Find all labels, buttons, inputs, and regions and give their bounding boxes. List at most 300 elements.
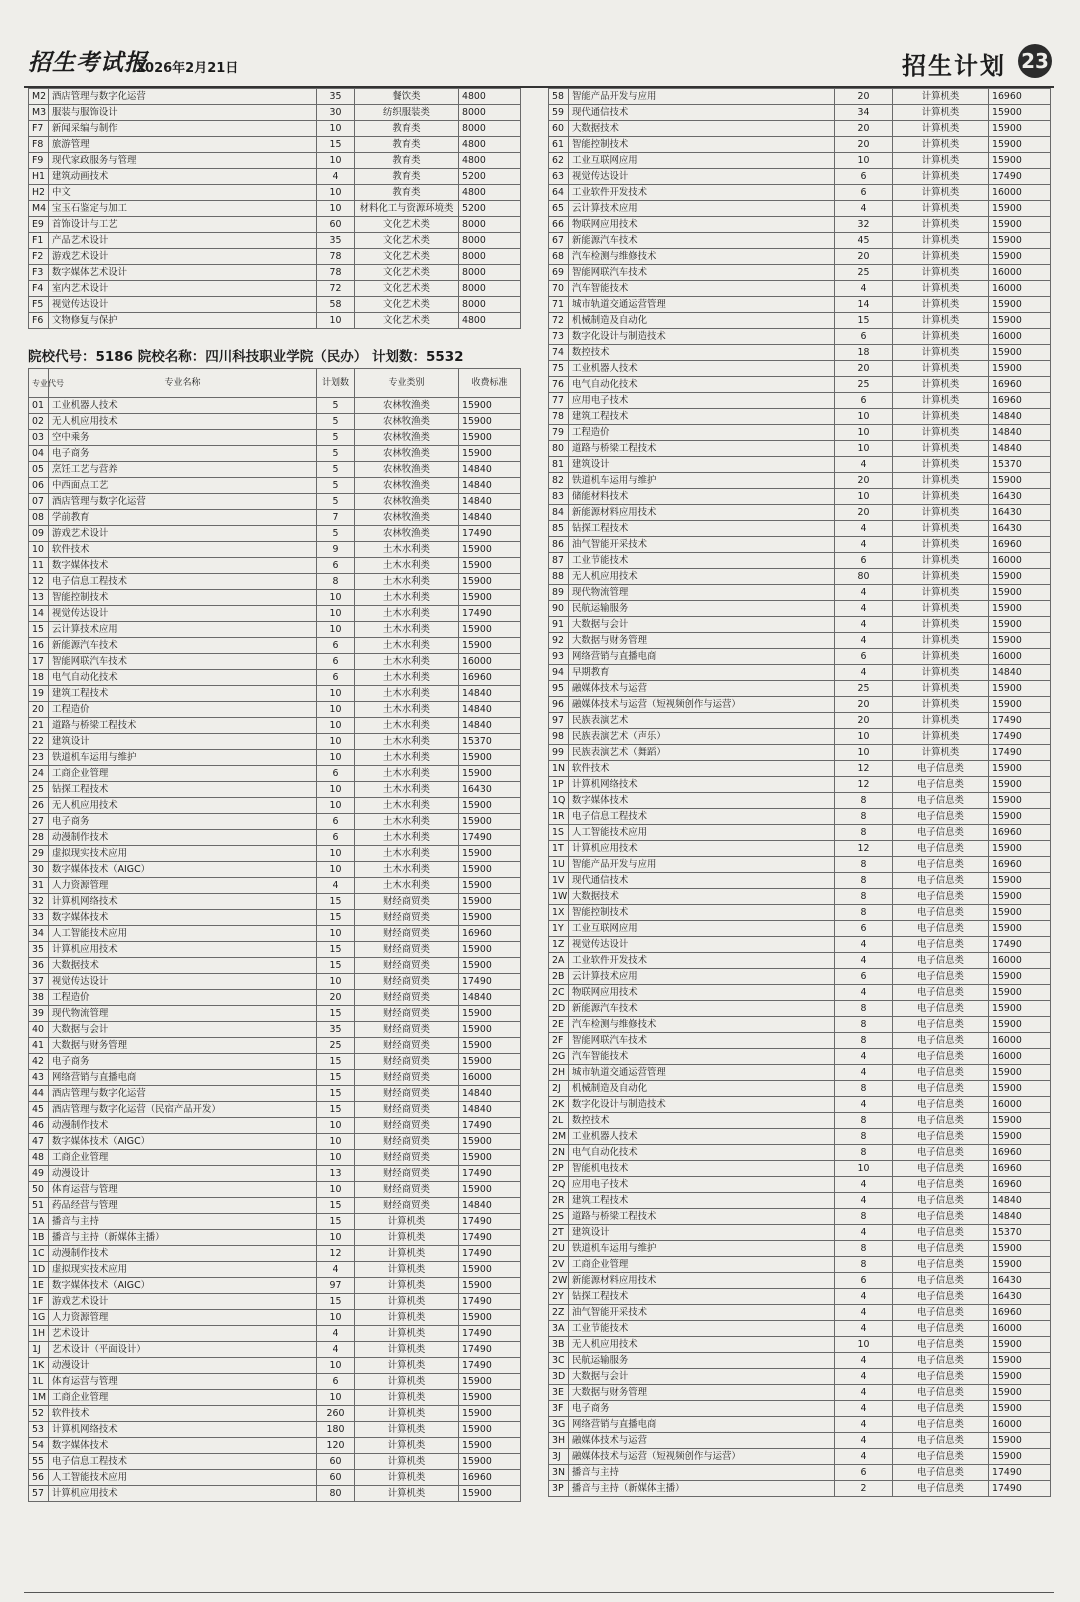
code-cell: 1A — [29, 1214, 49, 1230]
code-cell: 3A — [549, 1321, 569, 1337]
code-cell: 81 — [549, 457, 569, 473]
plan-count-cell: 4 — [835, 985, 893, 1001]
major-name-cell: 现代物流管理 — [49, 1006, 317, 1022]
category-cell: 电子信息类 — [893, 1449, 989, 1465]
category-cell: 计算机类 — [355, 1358, 459, 1374]
major-name-cell: 民族表演艺术 — [569, 713, 835, 729]
fee-cell: 14840 — [459, 1198, 521, 1214]
major-name-cell: 物联网应用技术 — [569, 217, 835, 233]
plan-count-cell: 8 — [835, 825, 893, 841]
column-header-fee: 收费标准 — [459, 369, 521, 398]
table-row — [549, 185, 1051, 201]
fee-cell: 15900 — [989, 873, 1051, 889]
plan-count-cell: 10 — [835, 745, 893, 761]
code-cell: 17 — [29, 654, 49, 670]
table-row — [29, 1358, 521, 1374]
fee-cell: 17490 — [459, 1326, 521, 1342]
code-cell: 21 — [29, 718, 49, 734]
plan-count-cell: 5 — [317, 462, 355, 478]
table-row — [29, 1390, 521, 1406]
table-row — [549, 537, 1051, 553]
plan-count-cell: 20 — [835, 361, 893, 377]
major-name-cell: 新能源汽车技术 — [49, 638, 317, 654]
code-cell: 3G — [549, 1417, 569, 1433]
code-cell: 1G — [29, 1310, 49, 1326]
code-cell: 61 — [549, 137, 569, 153]
major-name-cell: 电子信息工程技术 — [49, 1454, 317, 1470]
plan-count-cell: 10 — [317, 750, 355, 766]
fee-cell: 16000 — [989, 185, 1051, 201]
plan-count-cell: 4 — [835, 937, 893, 953]
table-row — [549, 857, 1051, 873]
table-row — [549, 169, 1051, 185]
category-cell: 计算机类 — [893, 617, 989, 633]
category-cell: 计算机类 — [893, 265, 989, 281]
category-cell: 土木水利类 — [355, 654, 459, 670]
plan-count-cell: 32 — [835, 217, 893, 233]
code-cell: M4 — [29, 201, 49, 217]
code-cell: F8 — [29, 137, 49, 153]
table-row — [29, 734, 521, 750]
plan-count-cell: 10 — [835, 1337, 893, 1353]
category-cell: 电子信息类 — [893, 1097, 989, 1113]
table-row — [549, 1369, 1051, 1385]
fee-cell: 15900 — [989, 809, 1051, 825]
fee-cell: 15900 — [459, 1374, 521, 1390]
fee-cell: 14840 — [989, 1193, 1051, 1209]
plan-count-cell: 10 — [317, 1134, 355, 1150]
code-cell: F1 — [29, 233, 49, 249]
category-cell: 土木水利类 — [355, 718, 459, 734]
code-cell: 3F — [549, 1401, 569, 1417]
code-cell: 85 — [549, 521, 569, 537]
table-row — [29, 121, 521, 137]
code-cell: F4 — [29, 281, 49, 297]
code-cell: 55 — [29, 1454, 49, 1470]
fee-cell: 16000 — [989, 953, 1051, 969]
major-name-cell: 现代家政服务与管理 — [49, 153, 317, 169]
plan-count-cell: 8 — [835, 809, 893, 825]
code-cell: 11 — [29, 558, 49, 574]
category-cell: 计算机类 — [893, 505, 989, 521]
code-cell: 2Y — [549, 1289, 569, 1305]
category-cell: 计算机类 — [893, 169, 989, 185]
major-name-cell: 动漫设计 — [49, 1166, 317, 1182]
plan-count-cell: 4 — [835, 585, 893, 601]
code-cell: 33 — [29, 910, 49, 926]
fee-cell: 15900 — [989, 249, 1051, 265]
plan-count-cell: 20 — [835, 137, 893, 153]
category-cell: 计算机类 — [893, 521, 989, 537]
code-cell: 72 — [549, 313, 569, 329]
major-name-cell: 新能源材料应用技术 — [569, 505, 835, 521]
fee-cell: 17490 — [989, 1465, 1051, 1481]
table-row — [29, 169, 521, 185]
table-row — [549, 953, 1051, 969]
table-row — [549, 1001, 1051, 1017]
code-cell: 92 — [549, 633, 569, 649]
table-row — [549, 1337, 1051, 1353]
plan-count-cell: 20 — [835, 249, 893, 265]
plan-count-cell: 4 — [835, 1097, 893, 1113]
column-header-category: 专业类别 — [355, 369, 459, 398]
plan-count-cell: 6 — [835, 1273, 893, 1289]
category-cell: 土木水利类 — [355, 766, 459, 782]
category-cell: 土木水利类 — [355, 702, 459, 718]
fee-cell: 16960 — [989, 1161, 1051, 1177]
major-name-cell: 铁道机车运用与维护 — [569, 473, 835, 489]
major-name-cell: 油气智能开采技术 — [569, 1305, 835, 1321]
code-cell: H2 — [29, 185, 49, 201]
table-row — [29, 1374, 521, 1390]
plan-count-cell: 78 — [317, 265, 355, 281]
code-cell: 1M — [29, 1390, 49, 1406]
category-cell: 电子信息类 — [893, 1033, 989, 1049]
major-name-cell: 酒店管理与数字化运营 — [49, 494, 317, 510]
plan-count-cell: 78 — [317, 249, 355, 265]
major-name-cell: 网络营销与直播电商 — [49, 1070, 317, 1086]
table-row — [549, 601, 1051, 617]
fee-cell: 17490 — [989, 169, 1051, 185]
table-row — [549, 489, 1051, 505]
code-cell: 30 — [29, 862, 49, 878]
plan-count-cell: 20 — [835, 697, 893, 713]
code-cell: F5 — [29, 297, 49, 313]
table-row — [29, 542, 521, 558]
major-name-cell: 数字媒体技术 — [49, 1438, 317, 1454]
code-cell: 2W — [549, 1273, 569, 1289]
fee-cell: 15900 — [989, 793, 1051, 809]
category-cell: 计算机类 — [355, 1374, 459, 1390]
major-name-cell: 道路与桥梁工程技术 — [49, 718, 317, 734]
table-row — [549, 569, 1051, 585]
table-row — [29, 1070, 521, 1086]
plan-count-cell: 4 — [835, 1433, 893, 1449]
fee-cell: 14840 — [989, 441, 1051, 457]
code-cell: 99 — [549, 745, 569, 761]
major-name-cell: 钻探工程技术 — [49, 782, 317, 798]
code-cell: 3C — [549, 1353, 569, 1369]
plan-count-cell: 4 — [835, 1401, 893, 1417]
table-row — [549, 105, 1051, 121]
category-cell: 电子信息类 — [893, 1001, 989, 1017]
category-cell: 文化艺术类 — [355, 217, 459, 233]
category-cell: 计算机类 — [893, 553, 989, 569]
category-cell: 土木水利类 — [355, 846, 459, 862]
fee-cell: 15900 — [989, 921, 1051, 937]
category-cell: 财经商贸类 — [355, 942, 459, 958]
table-row — [29, 89, 521, 105]
table-row — [29, 974, 521, 990]
fee-cell: 15370 — [459, 734, 521, 750]
category-cell: 电子信息类 — [893, 873, 989, 889]
category-cell: 电子信息类 — [893, 809, 989, 825]
major-name-cell: 大数据与会计 — [569, 1369, 835, 1385]
plan-count-cell: 10 — [317, 121, 355, 137]
table-row — [29, 782, 521, 798]
plan-count-cell: 8 — [835, 857, 893, 873]
category-cell: 财经商贸类 — [355, 990, 459, 1006]
table-row — [29, 1454, 521, 1470]
code-cell: 06 — [29, 478, 49, 494]
page-number-badge: 23 — [1018, 44, 1052, 78]
table-row — [549, 121, 1051, 137]
major-name-cell: 文物修复与保护 — [49, 313, 317, 329]
code-cell: 1Y — [549, 921, 569, 937]
category-cell: 土木水利类 — [355, 750, 459, 766]
major-name-cell: 民族表演艺术（舞蹈） — [569, 745, 835, 761]
plan-count-cell: 120 — [317, 1438, 355, 1454]
table-row — [29, 910, 521, 926]
major-name-cell: 视觉传达设计 — [569, 169, 835, 185]
category-cell: 电子信息类 — [893, 1177, 989, 1193]
fee-cell: 16000 — [989, 281, 1051, 297]
code-cell: 3N — [549, 1465, 569, 1481]
fee-cell: 15900 — [989, 681, 1051, 697]
plan-count-cell: 25 — [835, 681, 893, 697]
plan-count-cell: 15 — [317, 958, 355, 974]
plan-count-cell: 12 — [835, 841, 893, 857]
code-cell: 22 — [29, 734, 49, 750]
table-row — [549, 681, 1051, 697]
plan-count-cell: 5 — [317, 398, 355, 414]
category-cell: 财经商贸类 — [355, 910, 459, 926]
plan-count-cell: 10 — [835, 153, 893, 169]
code-cell: 14 — [29, 606, 49, 622]
fee-cell: 15900 — [459, 766, 521, 782]
category-cell: 文化艺术类 — [355, 313, 459, 329]
table-row — [549, 505, 1051, 521]
category-cell: 财经商贸类 — [355, 1134, 459, 1150]
fee-cell: 15900 — [989, 153, 1051, 169]
category-cell: 农林牧渔类 — [355, 430, 459, 446]
plan-count-cell: 4 — [835, 601, 893, 617]
code-cell: 13 — [29, 590, 49, 606]
table-row — [549, 329, 1051, 345]
table-row — [549, 217, 1051, 233]
major-name-cell: 中文 — [49, 185, 317, 201]
code-cell: 79 — [549, 425, 569, 441]
major-name-cell: 首饰设计与工艺 — [49, 217, 317, 233]
major-name-cell: 游戏艺术设计 — [49, 249, 317, 265]
code-cell: 68 — [549, 249, 569, 265]
category-cell: 计算机类 — [893, 137, 989, 153]
code-cell: 2E — [549, 1017, 569, 1033]
major-name-cell: 建筑工程技术 — [569, 409, 835, 425]
table-row — [29, 1294, 521, 1310]
fee-cell: 16000 — [989, 649, 1051, 665]
fee-cell: 15900 — [989, 1065, 1051, 1081]
category-cell: 电子信息类 — [893, 793, 989, 809]
plan-count-cell: 97 — [317, 1278, 355, 1294]
plan-count-cell: 10 — [835, 441, 893, 457]
plan-count-cell: 6 — [835, 169, 893, 185]
table-row — [549, 921, 1051, 937]
major-name-cell: 中西面点工艺 — [49, 478, 317, 494]
category-cell: 土木水利类 — [355, 798, 459, 814]
category-cell: 电子信息类 — [893, 905, 989, 921]
plan-count-cell: 6 — [835, 649, 893, 665]
code-cell: 2Z — [549, 1305, 569, 1321]
major-name-cell: 人工智能技术应用 — [49, 926, 317, 942]
fee-cell: 15900 — [989, 345, 1051, 361]
major-name-cell: 工商企业管理 — [49, 766, 317, 782]
plan-count-cell: 15 — [317, 1294, 355, 1310]
continuation-table — [28, 88, 521, 329]
category-cell: 财经商贸类 — [355, 974, 459, 990]
code-cell: 2H — [549, 1065, 569, 1081]
plan-count-cell: 4 — [835, 457, 893, 473]
major-name-cell: 智能控制技术 — [569, 137, 835, 153]
fee-cell: 17490 — [459, 974, 521, 990]
table-row — [29, 1086, 521, 1102]
plan-count-cell: 4 — [835, 633, 893, 649]
plan-count-cell: 4 — [317, 1342, 355, 1358]
fee-cell: 14840 — [459, 494, 521, 510]
category-cell: 电子信息类 — [893, 1305, 989, 1321]
major-name-cell: 宝玉石鉴定与加工 — [49, 201, 317, 217]
table-row — [549, 297, 1051, 313]
table-row — [29, 430, 521, 446]
category-cell: 电子信息类 — [893, 1465, 989, 1481]
major-name-cell: 无人机应用技术 — [49, 798, 317, 814]
category-cell: 计算机类 — [893, 201, 989, 217]
major-name-cell: 工程造价 — [569, 425, 835, 441]
code-cell: F9 — [29, 153, 49, 169]
table-row — [549, 809, 1051, 825]
major-name-cell: 播音与主持 — [49, 1214, 317, 1230]
code-cell: 44 — [29, 1086, 49, 1102]
major-name-cell: 钻探工程技术 — [569, 521, 835, 537]
major-name-cell: 无人机应用技术 — [569, 1337, 835, 1353]
table-row — [29, 1134, 521, 1150]
code-cell: 76 — [549, 377, 569, 393]
major-name-cell: 大数据技术 — [49, 958, 317, 974]
plan-count-cell: 12 — [835, 777, 893, 793]
table-row — [549, 617, 1051, 633]
plan-count-cell: 5 — [317, 430, 355, 446]
plan-count-cell: 5 — [317, 526, 355, 542]
table-row — [549, 1449, 1051, 1465]
fee-cell: 15900 — [989, 569, 1051, 585]
fee-cell: 17490 — [459, 1118, 521, 1134]
major-name-cell: 计算机网络技术 — [49, 1422, 317, 1438]
plan-count-cell: 8 — [835, 1113, 893, 1129]
fee-cell: 8000 — [459, 121, 521, 137]
major-name-cell: 游戏艺术设计 — [49, 1294, 317, 1310]
table-row — [29, 510, 521, 526]
major-name-cell: 城市轨道交通运营管理 — [569, 1065, 835, 1081]
code-cell: 84 — [549, 505, 569, 521]
table-row — [29, 622, 521, 638]
plan-count-cell: 4 — [317, 878, 355, 894]
major-name-cell: 民族表演艺术（声乐） — [569, 729, 835, 745]
code-cell: E9 — [29, 217, 49, 233]
table-row — [29, 1438, 521, 1454]
major-name-cell: 虚拟现实技术应用 — [49, 1262, 317, 1278]
fee-cell: 15900 — [459, 1486, 521, 1502]
major-name-cell: 智能产品开发与应用 — [569, 89, 835, 105]
plan-count-cell: 4 — [835, 1353, 893, 1369]
major-name-cell: 虚拟现实技术应用 — [49, 846, 317, 862]
major-name-cell: 建筑工程技术 — [49, 686, 317, 702]
category-cell: 农林牧渔类 — [355, 446, 459, 462]
code-cell: 02 — [29, 414, 49, 430]
fee-cell: 15900 — [459, 1406, 521, 1422]
plan-count-cell: 25 — [317, 1038, 355, 1054]
fee-cell: 16960 — [989, 1145, 1051, 1161]
table-row — [549, 553, 1051, 569]
major-name-cell: 数字媒体技术（AIGC） — [49, 862, 317, 878]
code-cell: 1N — [549, 761, 569, 777]
table-row — [29, 846, 521, 862]
major-name-cell: 民航运输服务 — [569, 601, 835, 617]
major-name-cell: 电气自动化技术 — [569, 377, 835, 393]
category-cell: 餐饮类 — [355, 89, 459, 105]
category-cell: 土木水利类 — [355, 606, 459, 622]
major-name-cell: 城市轨道交通运营管理 — [569, 297, 835, 313]
fee-cell: 15900 — [459, 910, 521, 926]
plan-count-cell: 20 — [835, 89, 893, 105]
code-cell: 62 — [549, 153, 569, 169]
major-name-cell: 视觉传达设计 — [49, 606, 317, 622]
table-row — [29, 750, 521, 766]
major-name-cell: 汽车检测与维修技术 — [569, 1017, 835, 1033]
category-cell: 电子信息类 — [893, 777, 989, 793]
fee-cell: 14840 — [989, 1209, 1051, 1225]
code-cell: 29 — [29, 846, 49, 862]
fee-cell: 15900 — [459, 1438, 521, 1454]
major-name-cell: 道路与桥梁工程技术 — [569, 441, 835, 457]
table-row — [29, 1102, 521, 1118]
plan-count-cell: 4 — [835, 1193, 893, 1209]
table-row — [549, 1353, 1051, 1369]
fee-cell: 14840 — [989, 665, 1051, 681]
fee-cell: 15900 — [459, 1022, 521, 1038]
major-name-cell: 计算机网络技术 — [49, 894, 317, 910]
table-row — [29, 1022, 521, 1038]
major-name-cell: 数字化设计与制造技术 — [569, 329, 835, 345]
fee-cell: 8000 — [459, 249, 521, 265]
category-cell: 计算机类 — [893, 537, 989, 553]
major-name-cell: 智能控制技术 — [49, 590, 317, 606]
table-row — [549, 1225, 1051, 1241]
table-row — [549, 777, 1051, 793]
category-cell: 计算机类 — [893, 89, 989, 105]
fee-cell: 15900 — [989, 1385, 1051, 1401]
major-name-cell: 药品经营与管理 — [49, 1198, 317, 1214]
code-cell: 3J — [549, 1449, 569, 1465]
table-row — [29, 217, 521, 233]
category-cell: 土木水利类 — [355, 734, 459, 750]
table-row — [549, 1081, 1051, 1097]
footer-rule — [24, 1592, 1054, 1593]
fee-cell: 15900 — [989, 1353, 1051, 1369]
table-row — [29, 494, 521, 510]
code-cell: 1L — [29, 1374, 49, 1390]
category-cell: 计算机类 — [893, 425, 989, 441]
fee-cell: 17490 — [989, 937, 1051, 953]
category-cell: 计算机类 — [893, 153, 989, 169]
code-cell: 1F — [29, 1294, 49, 1310]
fee-cell: 15900 — [459, 846, 521, 862]
code-cell: 74 — [549, 345, 569, 361]
table-row — [29, 926, 521, 942]
plan-count-cell: 18 — [835, 345, 893, 361]
category-cell: 财经商贸类 — [355, 1006, 459, 1022]
code-cell: 98 — [549, 729, 569, 745]
major-name-cell: 大数据与财务管理 — [569, 633, 835, 649]
